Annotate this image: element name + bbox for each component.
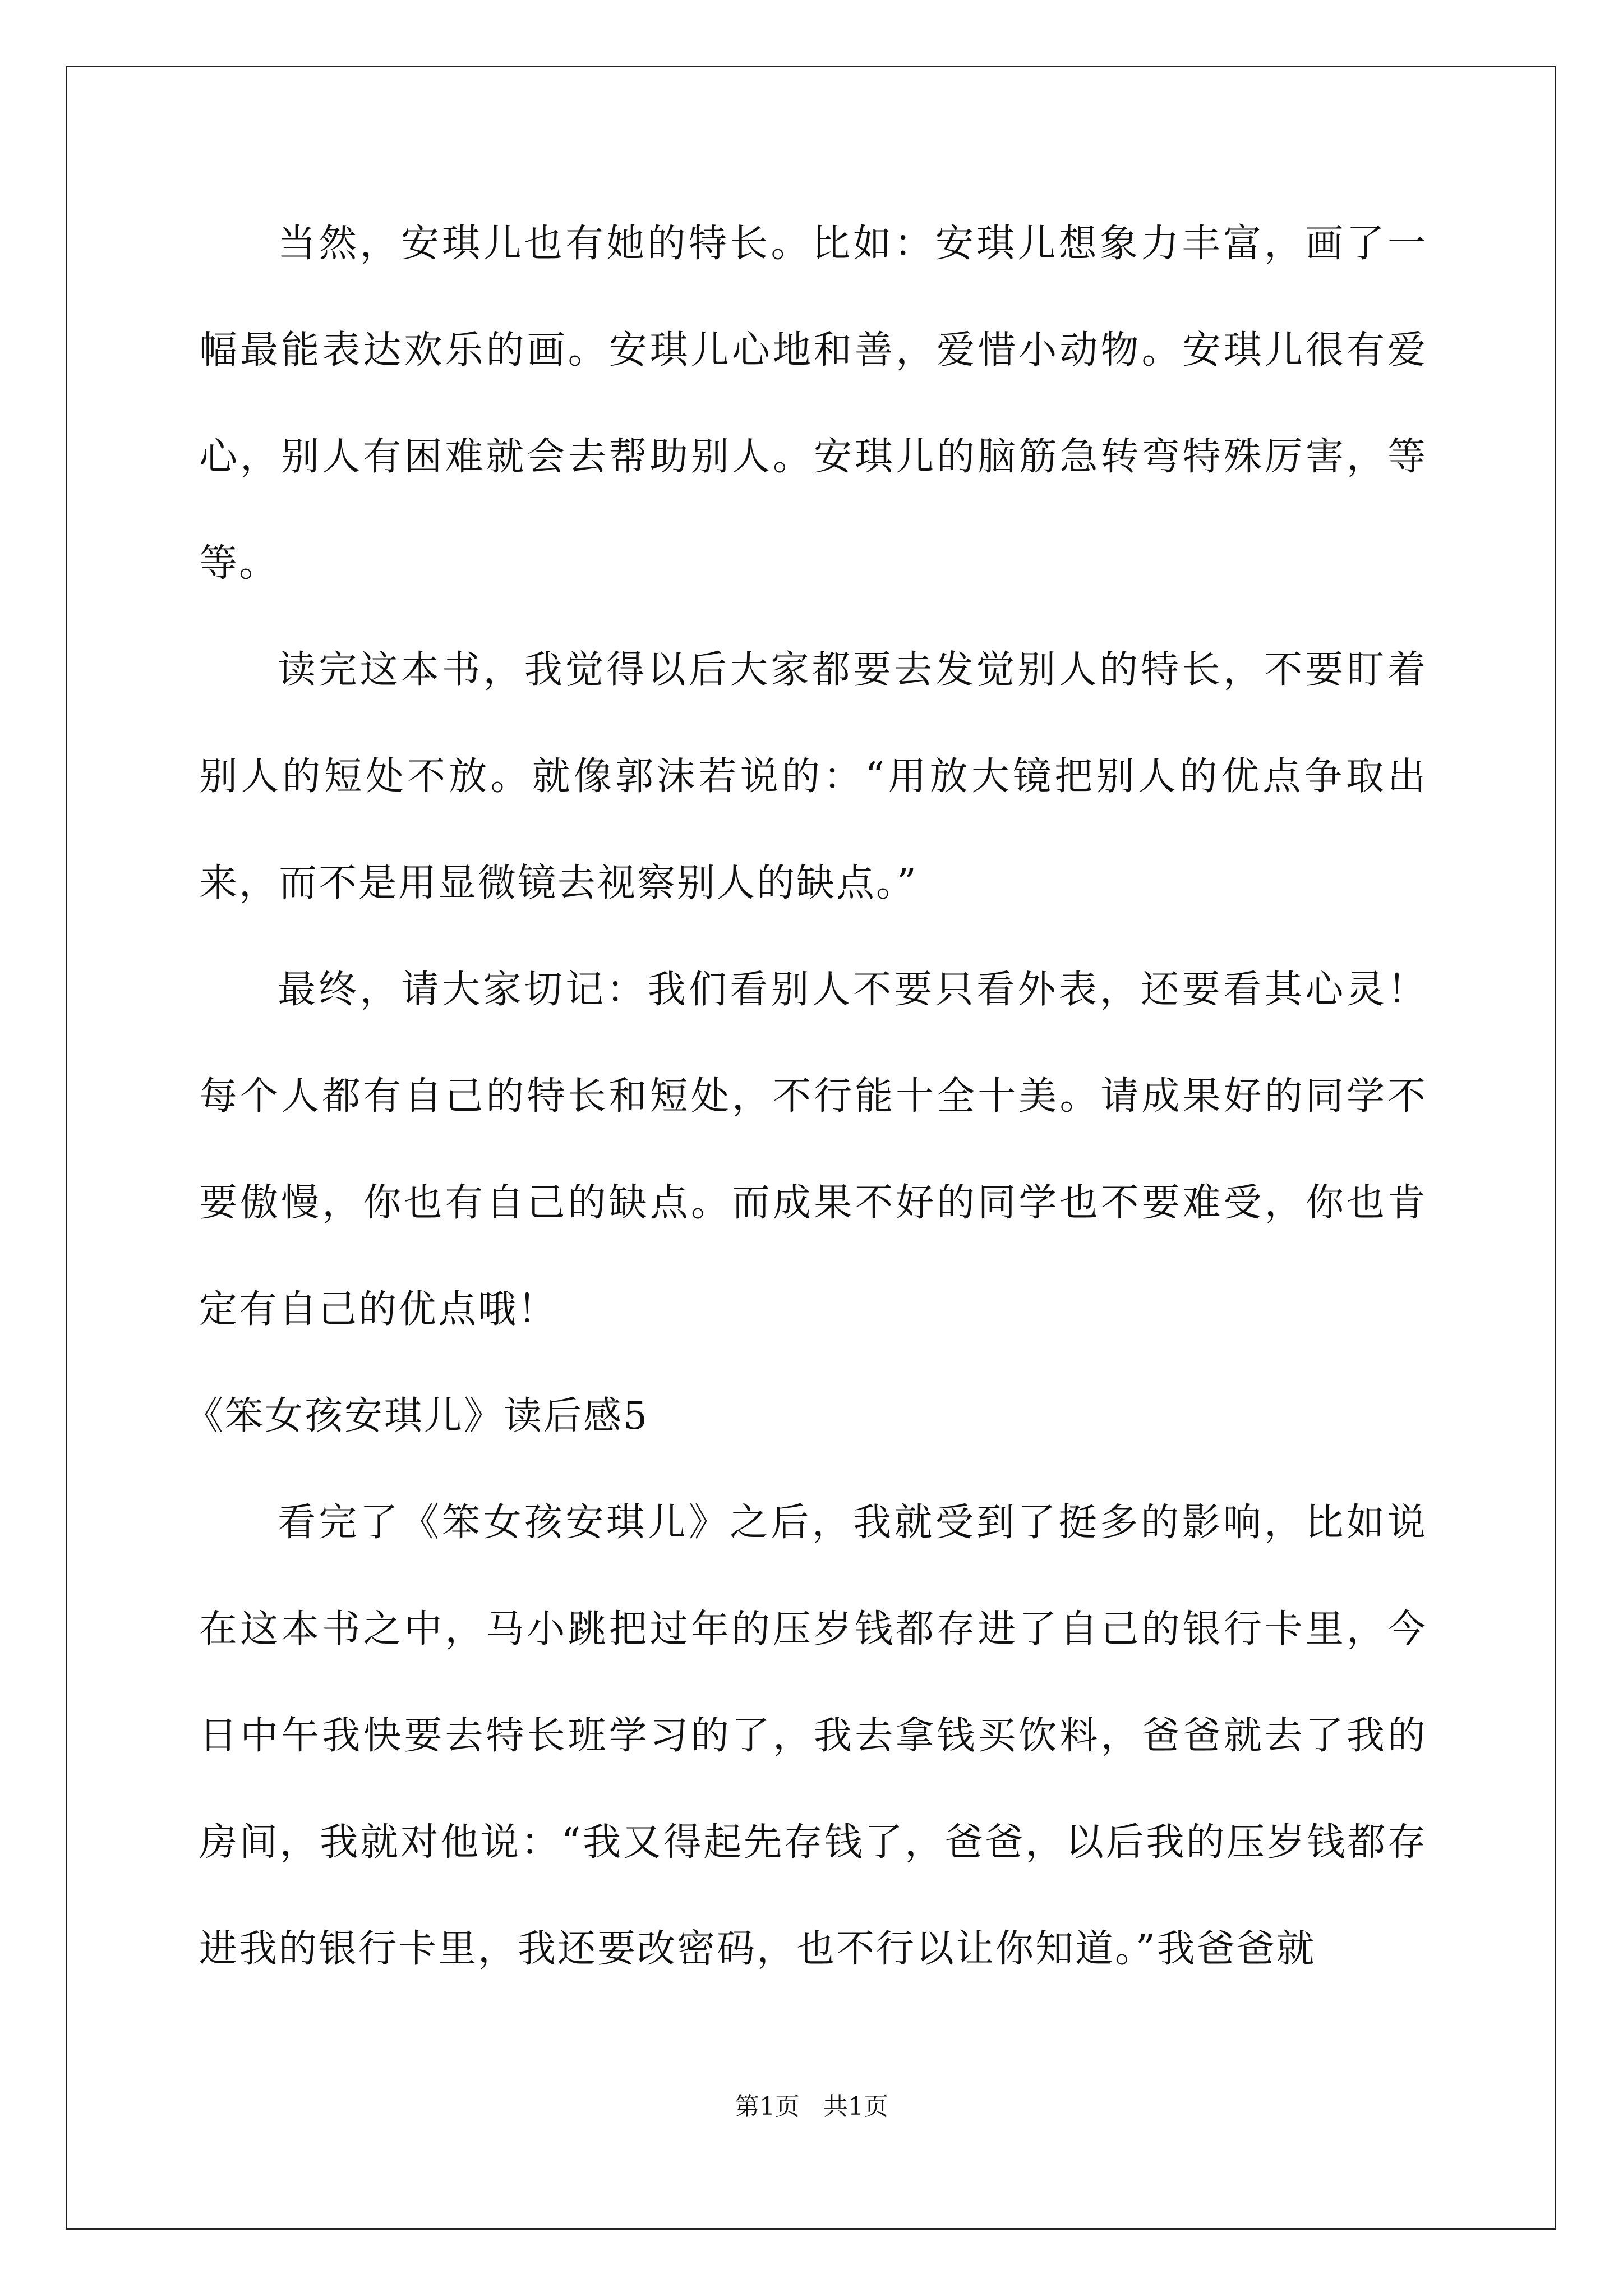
paragraph-essay-5: 看完了《笨女孩安琪儿》之后，我就受到了挺多的影响，比如说在这本书之中，马小跳把过年的压岁钱都存进了自己的银行卡里，今日中午我快要去特长班学习的了，我去拿钱买饮料，爸爸就去了我的房间，我就对他说：“我又得起先存钱了，爸爸，以后我的压岁钱都存进我的银行卡里，我还要改密码，也不行以让你知道。”我爸爸就 <box>199 1501 1427 1971</box>
paragraph-strengths: 当然，安琪儿也有她的特长。比如：安琪儿想象力丰富，画了一幅最能表达欢乐的画。安琪儿心地和善，爱惜小动物。安琪儿很有爱心，别人有困难就会去帮助别人。安琪儿的脑筋急转弯特殊厉害，等等。 <box>199 222 1427 586</box>
document-body <box>185 191 1427 2003</box>
page-footer: 第1页 共1页 <box>735 2092 888 2121</box>
paragraph-reflection: 读完这本书，我觉得以后大家都要去发觉别人的特长，不要盯着别人的短处不放。就像郭沫若说的：“用放大镜把别人的优点争取出来，而不是用显微镜去视察别人的缺点。” <box>199 648 1427 905</box>
section-heading: 《笨女孩安琪儿》读后感5 <box>185 1394 649 1438</box>
paragraph-conclusion: 最终，请大家切记：我们看别人不要只看外表，还要看其心灵！每个人都有自己的特长和短处，不行能十全十美。请成果好的同学不要傲慢，你也有自己的缺点。而成果不好的同学也不要难受，你也肯定有自己的优点哦！ <box>199 968 1427 1332</box>
